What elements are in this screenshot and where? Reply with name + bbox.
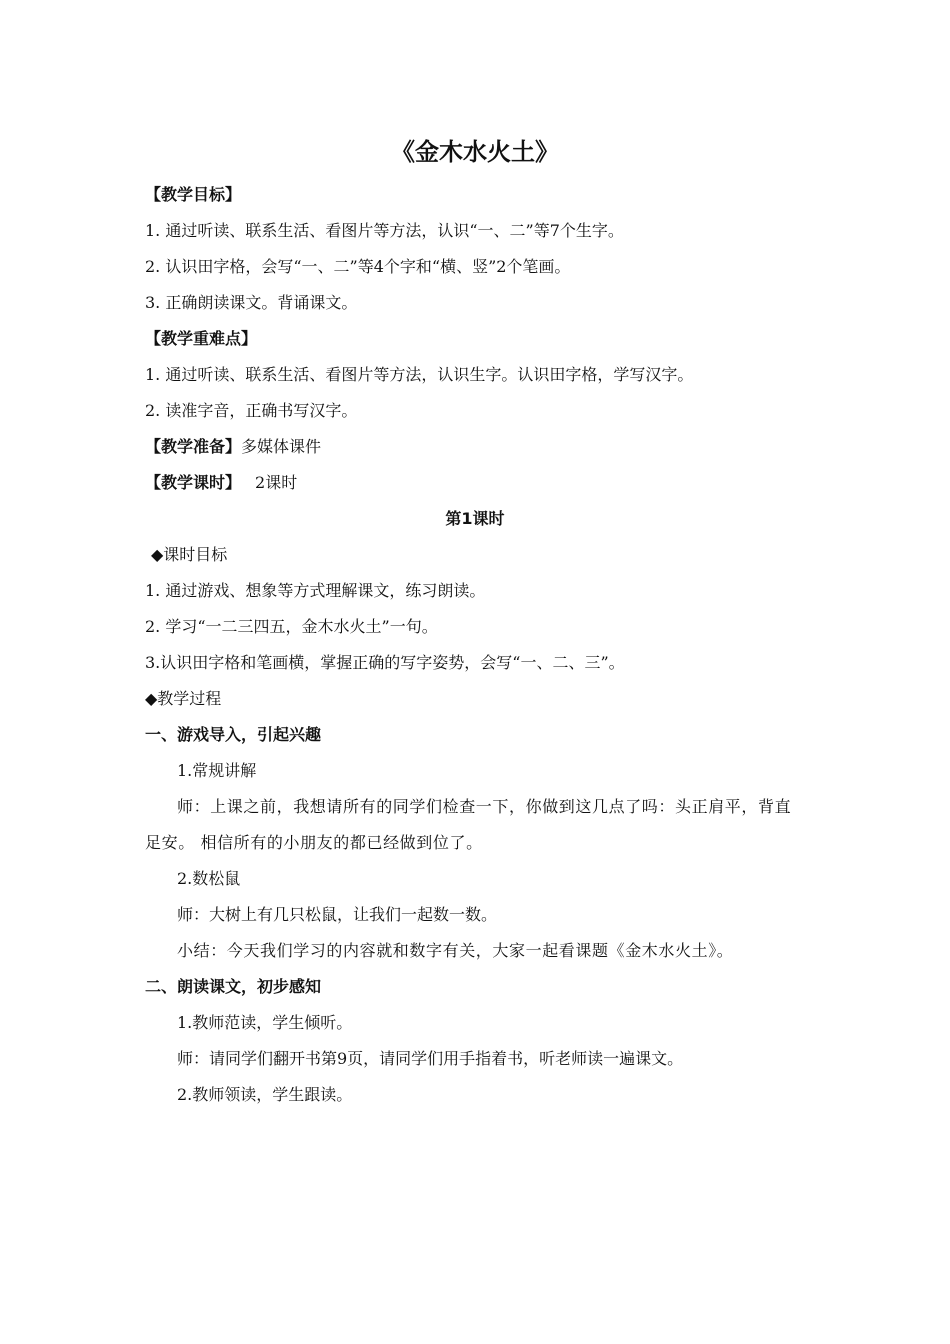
key-point-item: 2. 读准字音，正确书写汉字。 bbox=[145, 401, 358, 420]
periods-value: 2课时 bbox=[255, 473, 298, 492]
objectives-heading: 【教学目标】 bbox=[145, 185, 242, 204]
objective-item: 3. 正确朗读课文。背诵课文。 bbox=[145, 293, 358, 312]
lesson1-heading: 第1课时 bbox=[445, 509, 505, 528]
section1-step1-text: 师：上课之前，我想请所有的同学们检查一下，你做到这几点了吗：头正肩平，背直足安。 相信所有的小朋友的都已经做到位了。 bbox=[145, 797, 792, 852]
section2-step1-text: 师：请同学们翻开书第9页，请同学们用手指着书，听老师读一遍课文。 bbox=[177, 1049, 684, 1068]
section1-heading: 一、游戏导入，引起兴趣 bbox=[145, 725, 322, 744]
section1-step2-text: 师：大树上有几只松鼠，让我们一起数一数。 bbox=[177, 905, 498, 924]
lesson-goals-heading: ◆课时目标 bbox=[151, 545, 228, 564]
process-heading: ◆教学过程 bbox=[145, 689, 222, 708]
periods-heading: 【教学课时】 bbox=[145, 473, 242, 492]
lesson-goal-item: 1. 通过游戏、想象等方式理解课文，练习朗读。 bbox=[145, 581, 486, 600]
lesson-goal-item: 2. 学习“一二三四五，金木水火土”一句。 bbox=[145, 617, 438, 636]
key-point-item: 1. 通过听读、联系生活、看图片等方法，认识生字。认识田字格，学写汉字。 bbox=[145, 365, 694, 384]
preparation-value: 多媒体课件 bbox=[241, 437, 322, 456]
document-page bbox=[145, 128, 805, 1121]
section1-step2: 2.数松鼠 bbox=[177, 869, 241, 888]
section2-step2: 2.教师领读，学生跟读。 bbox=[177, 1085, 353, 1104]
section2-heading: 二、朗读课文，初步感知 bbox=[145, 977, 322, 996]
section1-summary: 小结：今天我们学习的内容就和数字有关，大家一起看课题《金木水火土》。 bbox=[177, 941, 734, 960]
section1-step1: 1.常规讲解 bbox=[177, 761, 257, 780]
key-points-heading: 【教学重难点】 bbox=[145, 329, 258, 348]
section2-step1: 1.教师范读，学生倾听。 bbox=[177, 1013, 353, 1032]
preparation-row bbox=[145, 437, 805, 457]
objective-item: 2. 认识田字格，会写“一、二”等4个字和“横、竖”2个笔画。 bbox=[145, 257, 571, 276]
lesson-goal-item: 3.认识田字格和笔画横，掌握正确的写字姿势，会写“一、二、三”。 bbox=[145, 653, 625, 672]
document-title: 《金木水火土》 bbox=[391, 138, 559, 166]
preparation-heading: 【教学准备】 bbox=[145, 437, 242, 456]
periods-row bbox=[145, 473, 805, 493]
objective-item: 1. 通过听读、联系生活、看图片等方法，认识“一、二”等7个生字。 bbox=[145, 221, 624, 240]
